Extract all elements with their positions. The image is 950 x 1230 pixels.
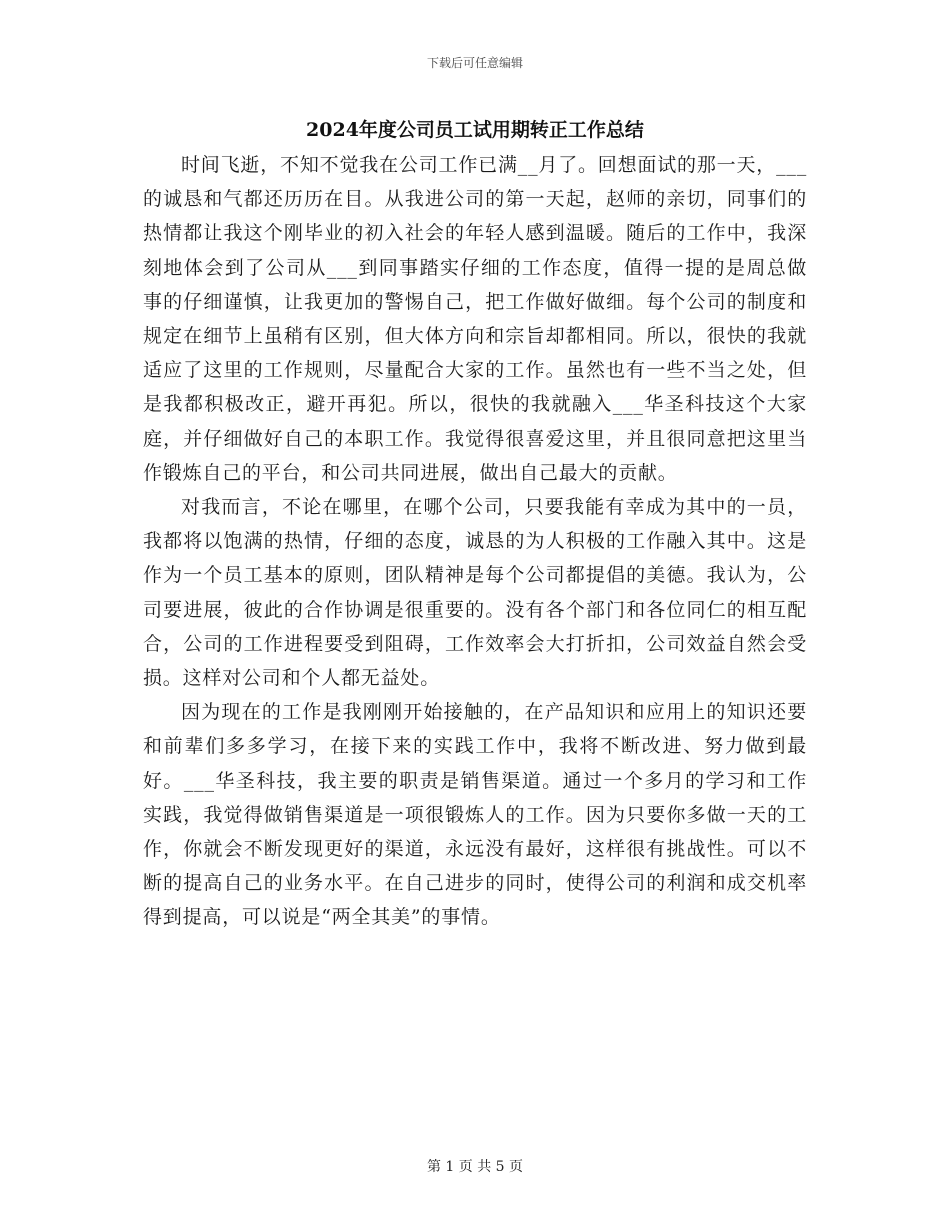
page-number: 第 1 页 共 5 页 xyxy=(426,1159,524,1175)
document-title: 2024年度公司员工试用期转正工作总结 xyxy=(306,119,644,141)
document-body xyxy=(143,148,807,935)
page-header-note: 下载后可任意编辑 xyxy=(426,56,523,70)
paragraph: 时间飞逝，不知不觉我在公司工作已满__月了。回想面试的那一天，___的诚恳和气都还历历在目。从我进公司的第一天起，赵师的亲切，同事们的热情都让我这个刚毕业的初入社会的年轻人感到温暖。随后的工作中，我深刻地体会到了公司从___到同事踏实仔细的工作态度，值得一提的是周总做事的仔细谨慎，让我更加的警惕自己，把工作做好做细。每个公司的制度和规定在细节上虽稍有区别，但大体方向和宗旨却都相同。所以，很快的我就适应了这里的工作规则，尽量配合大家的工作。虽然也有一些不当之处，但是我都积极改正，避开再犯。所以，很快的我就融入___华圣科技这个大家庭，并仔细做好自己的本职工作。我觉得很喜爱这里，并且很同意把这里当作锻炼自己的平台，和公司共同进展，做出自己最大的贡献。 xyxy=(143,154,807,484)
paragraph: 因为现在的工作是我刚刚开始接触的，在产品知识和应用上的知识还要和前辈们多多学习，在接下来的实践工作中，我将不断改进、努力做到最好。___华圣科技，我主要的职责是销售渠道。通过一个多月的学习和工作实践，我觉得做销售渠道是一项很锻炼人的工作。因为只要你多做一天的工作，你就会不断发现更好的渠道，永远没有最好，这样很有挑战性。可以不断的提高自己的业务水平。在自己进步的同时，使得公司的利润和成交机率得到提高，可以说是“两全其美”的事情。 xyxy=(143,701,807,929)
paragraph: 对我而言，不论在哪里，在哪个公司，只要我能有幸成为其中的一员，我都将以饱满的热情，仔细的态度，诚恳的为人积极的工作融入其中。这是作为一个员工基本的原则，团队精神是每个公司都提倡的美德。我认为，公司要进展，彼此的合作协调是很重要的。没有各个部门和各位同仁的相互配合，公司的工作进程要受到阻碍，工作效率会大打折扣，公司效益自然会受损。这样对公司和个人都无益处。 xyxy=(143,496,807,690)
